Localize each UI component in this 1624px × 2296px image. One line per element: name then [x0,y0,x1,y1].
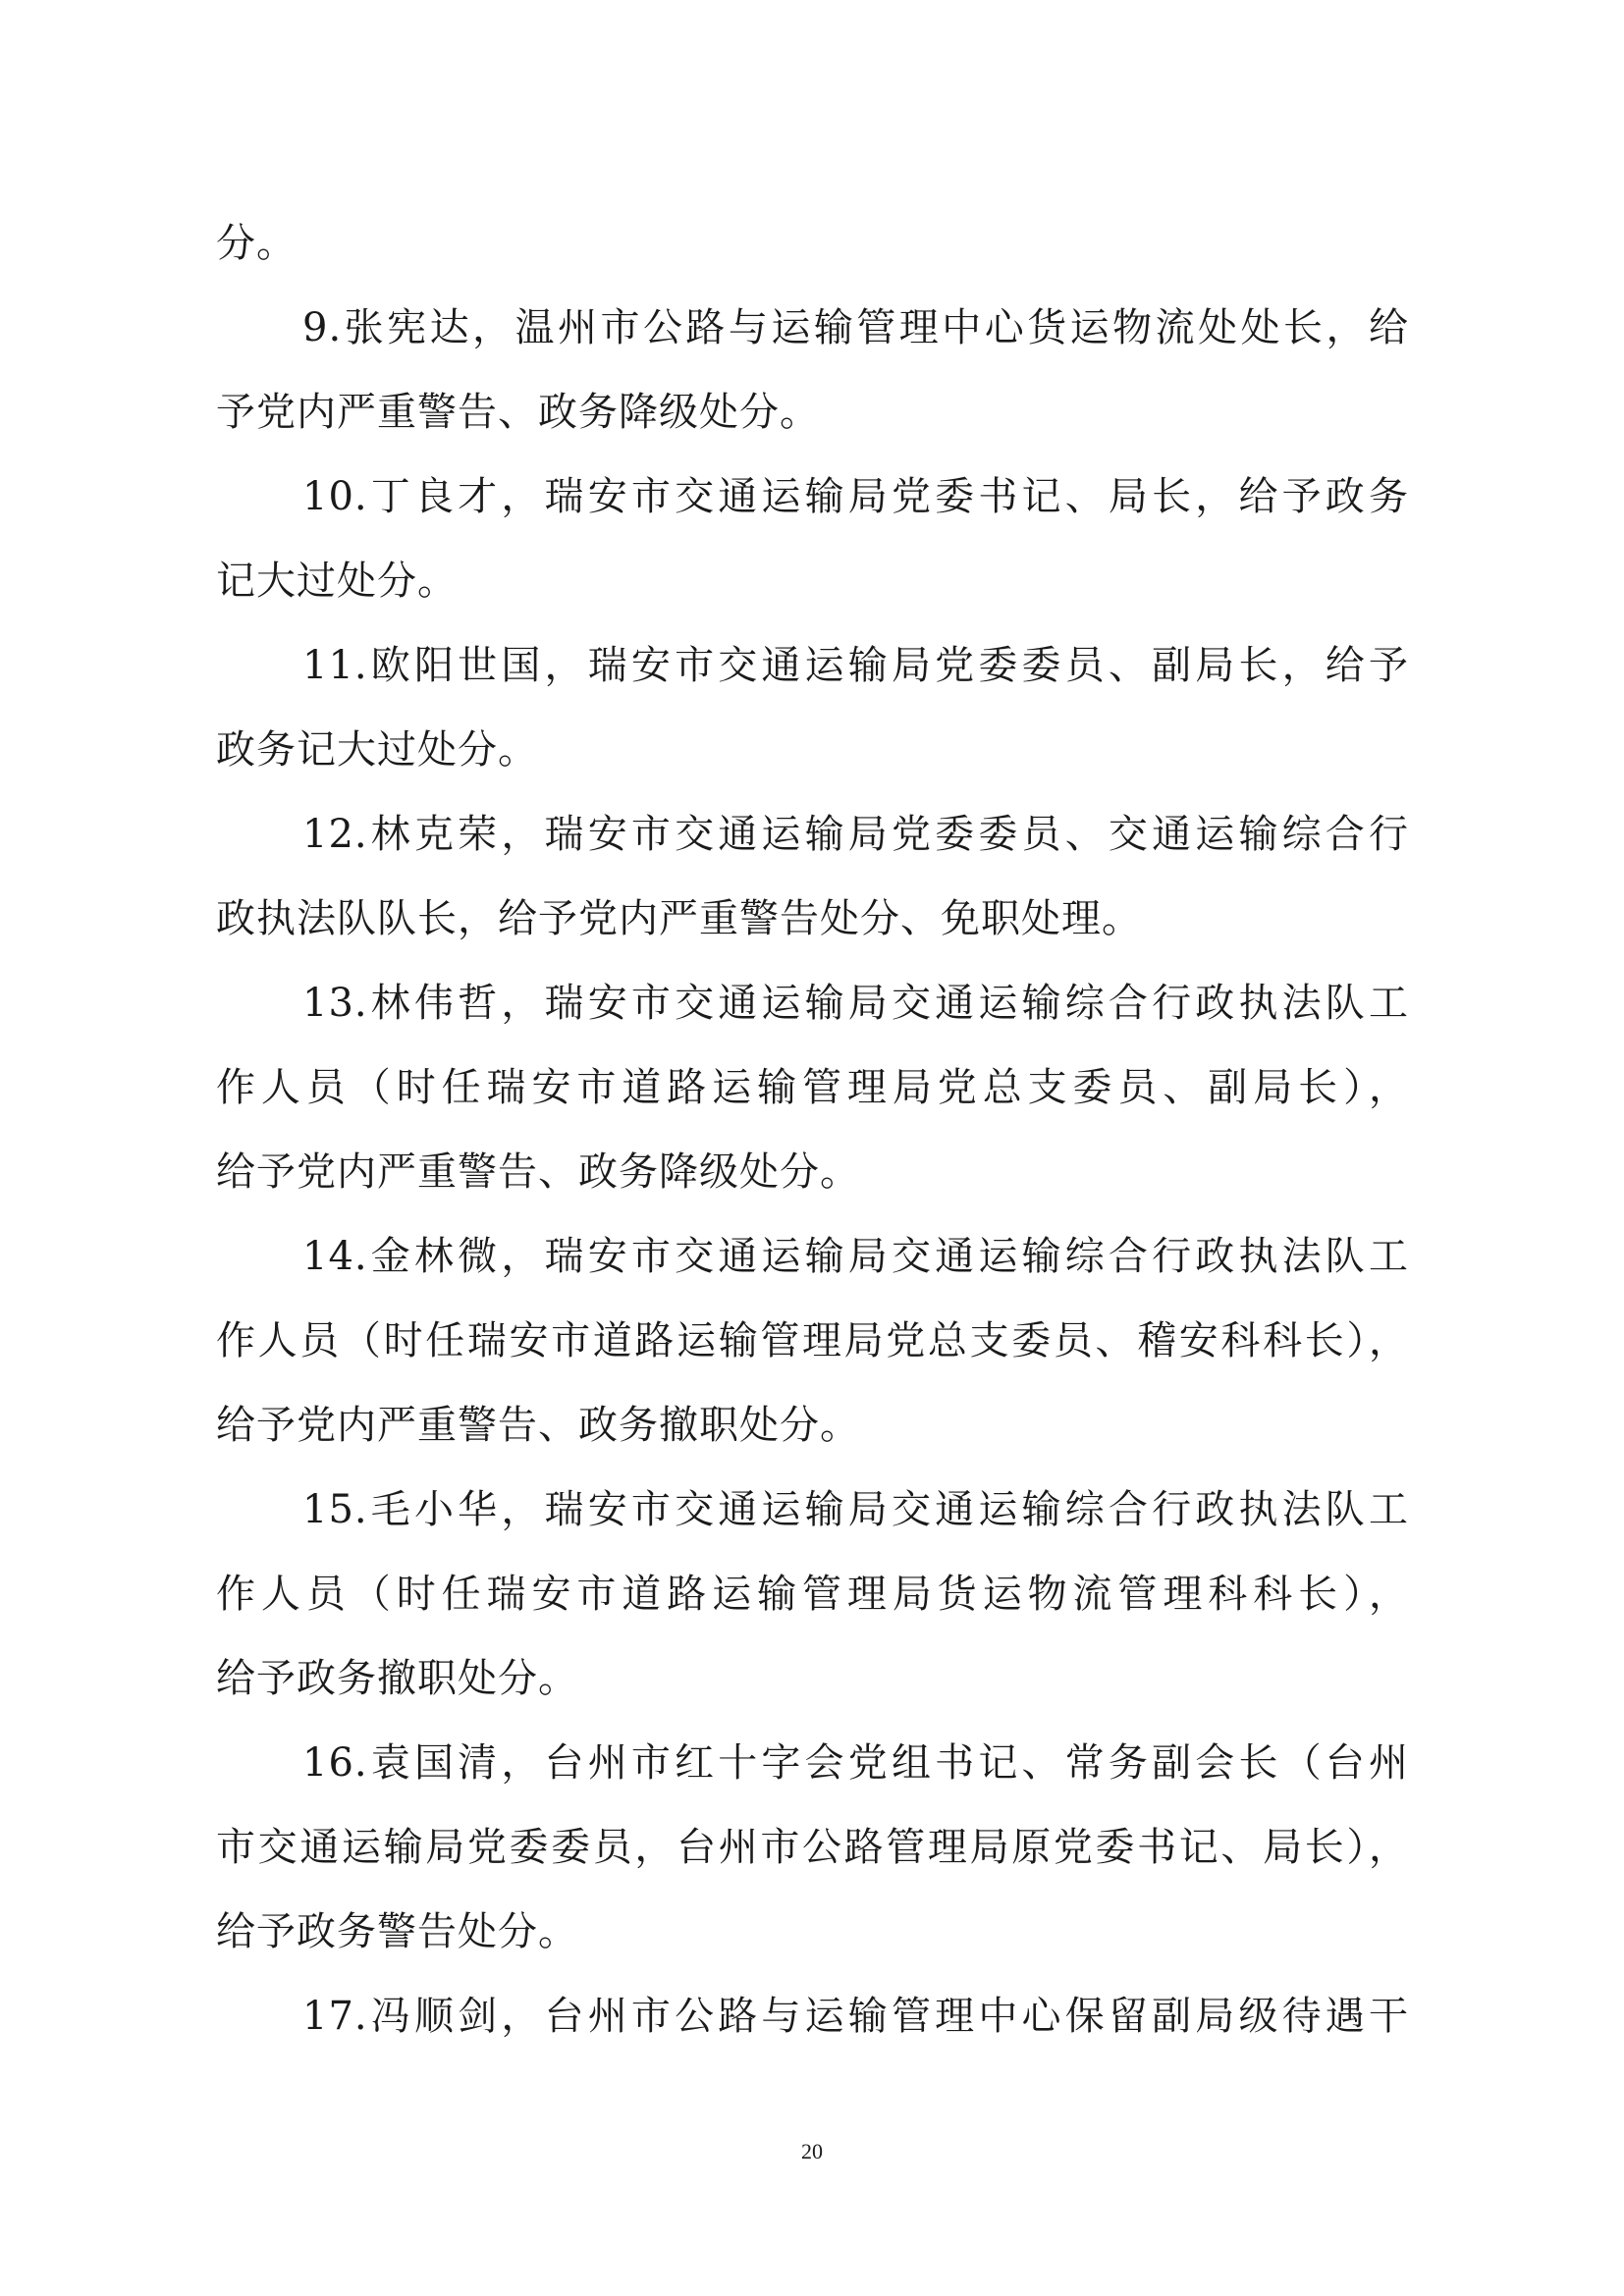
item-14-line-3: 给予党内严重警告、政务撤职处分。 [216,1403,860,1448]
item-14-line-2: 作人员（时任瑞安市道路运输管理局党总支委员、稽安科科长）， [216,1318,1409,1363]
item-13-line-1: 13.林伟哲，瑞安市交通运输局交通运输综合行政执法队工 [302,981,1409,1026]
item-12-line-2: 政执法队队长，给予党内严重警告处分、免职处理。 [216,896,1142,941]
item-15-line-3: 给予政务撤职处分。 [216,1656,578,1701]
item-15-line-2: 作人员（时任瑞安市道路运输管理局货运物流管理科科长）， [216,1572,1409,1617]
item-16-line-2: 市交通运输局党委委员，台州市公路管理局原党委书记、局长）， [216,1825,1409,1870]
item-9-line-2: 予党内严重警告、政务降级处分。 [216,390,820,435]
item-13-line-3: 给予党内严重警告、政务降级处分。 [216,1149,860,1195]
item-11-line-2: 政务记大过处分。 [216,727,538,773]
page-number: 20 [801,2139,823,2163]
item-17-line-1: 17.冯顺剑，台州市公路与运输管理中心保留副局级待遇干 [302,1994,1409,2039]
item-14-line-1: 14.金林微，瑞安市交通运输局交通运输综合行政执法队工 [302,1234,1409,1279]
item-9-line-1: 9.张宪达，温州市公路与运输管理中心货运物流处处长，给 [302,305,1409,350]
text-line: 分。 [216,221,297,266]
item-10-line-1: 10.丁良才，瑞安市交通运输局党委书记、局长，给予政务 [302,474,1409,519]
item-10-line-2: 记大过处分。 [216,559,458,604]
item-16-line-3: 给予政务警告处分。 [216,1909,578,1954]
item-11-line-1: 11.欧阳世国，瑞安市交通运输局党委委员、副局长，给予 [302,643,1409,688]
item-13-line-2: 作人员（时任瑞安市道路运输管理局党总支委员、副局长）， [216,1065,1409,1110]
item-16-line-1: 16.袁国清，台州市红十字会党组书记、常务副会长（台州 [302,1740,1409,1786]
item-12-line-1: 12.林克荣，瑞安市交通运输局党委委员、交通运输综合行 [302,812,1409,857]
item-15-line-1: 15.毛小华，瑞安市交通运输局交通运输综合行政执法队工 [302,1487,1409,1532]
